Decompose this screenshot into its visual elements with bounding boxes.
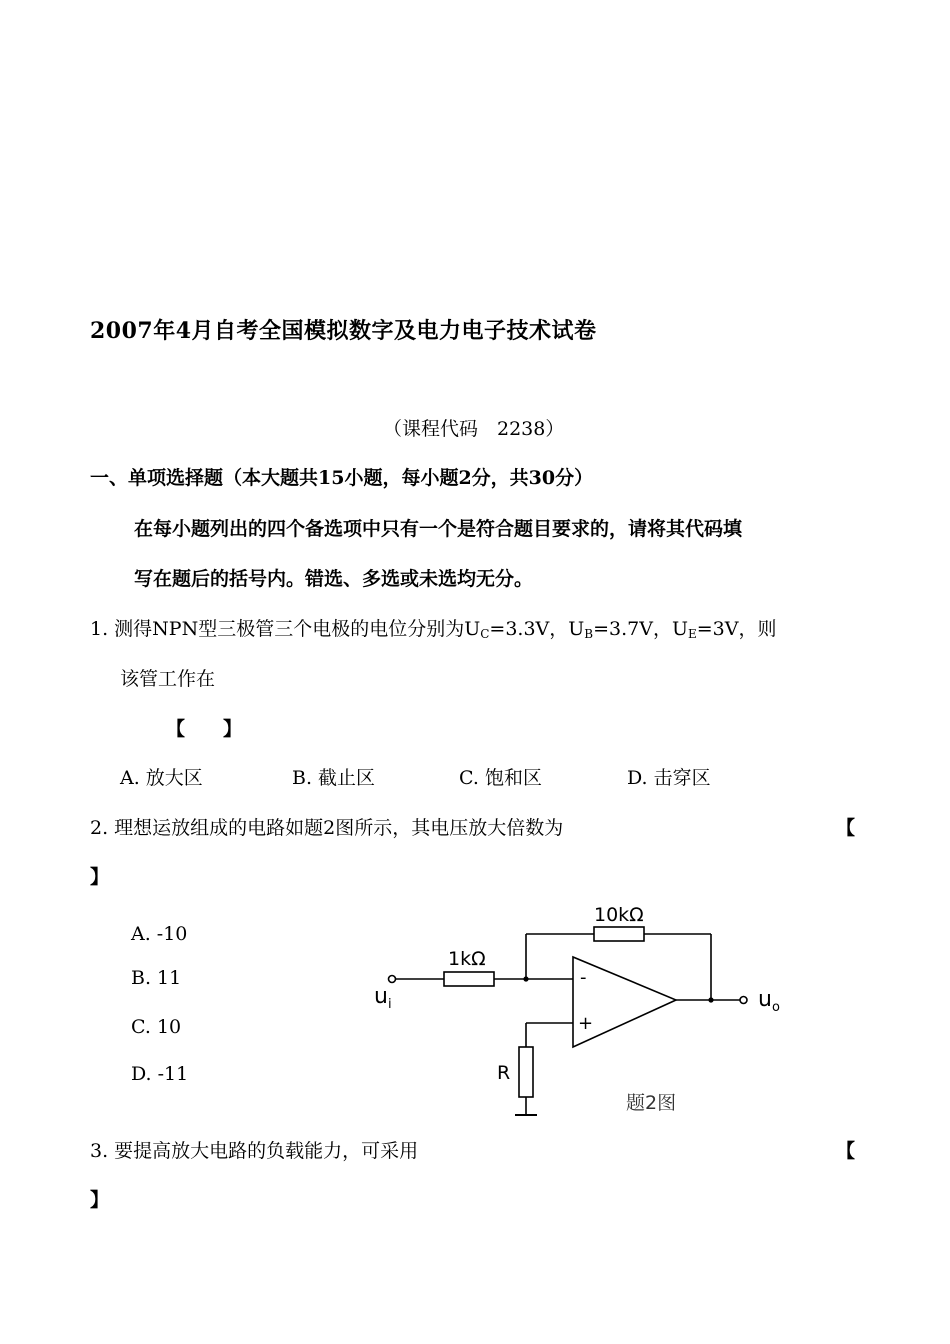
output-terminal: [740, 997, 747, 1004]
inverting-input-sign: -: [580, 967, 587, 988]
junction-dot: [708, 997, 713, 1002]
input-terminal: [389, 976, 396, 983]
q1-option-c: C. 饱和区: [459, 767, 542, 789]
q1-answer-bracket: 【 】: [166, 718, 243, 740]
input-resistor-label: 1kΩ: [448, 948, 486, 970]
junction-dot: [523, 976, 528, 981]
ground-resistor-label: R: [497, 1062, 511, 1084]
question-1-line-2: 该管工作在: [120, 668, 216, 690]
section-heading: 一、单项选择题（本大题共15小题，每小题2分，共30分）: [90, 467, 594, 489]
q2-option-d: D. -11: [131, 1063, 189, 1085]
q1-text-mid2: =3.7V，U: [593, 618, 688, 640]
noninverting-input-sign: +: [578, 1013, 594, 1034]
ground-resistor: [519, 1047, 533, 1097]
feedback-resistor-label: 10kΩ: [594, 904, 644, 926]
q3-bracket-open: 【: [836, 1140, 856, 1162]
q1-sub-e: E: [687, 627, 697, 641]
q1-text-suffix: =3V，则: [696, 618, 777, 640]
q1-sub-c: C: [480, 627, 490, 641]
input-resistor: [444, 972, 494, 986]
question-3-text: 3. 要提高放大电路的负载能力，可采用: [90, 1140, 419, 1162]
q2-option-c: C. 10: [131, 1016, 182, 1038]
instruction-line-2: 写在题后的括号内。错选、多选或未选均无分。: [134, 568, 534, 590]
q1-sub-b: B: [584, 627, 594, 641]
output-voltage-label: $u_o$: [758, 987, 780, 1015]
q1-text-mid1: =3.3V，U: [489, 618, 585, 640]
question-2-text: 2. 理想运放组成的电路如题2图所示，其电压放大倍数为: [90, 817, 564, 839]
q2-bracket-close: 】: [90, 866, 110, 888]
instruction-line-1: 在每小题列出的四个备选项中只有一个是符合题目要求的，请将其代码填: [134, 518, 743, 540]
q1-text-prefix: 1. 测得NPN型三极管三个电极的电位分别为U: [90, 618, 481, 640]
q1-option-b: B. 截止区: [292, 767, 376, 789]
course-code: （课程代码 2238）: [383, 418, 565, 440]
question-1-line-1: [90, 614, 776, 641]
input-voltage-label: $u_i$: [374, 984, 392, 1012]
q2-option-b: B. 11: [131, 967, 182, 989]
q2-option-a: A. -10: [131, 923, 188, 945]
q2-bracket-open: 【: [836, 817, 856, 839]
figure-caption: 题2图: [626, 1092, 677, 1114]
q3-bracket-close: 】: [90, 1189, 110, 1211]
circuit-diagram: [360, 895, 800, 1125]
page-title: 2007年4月自考全国模拟数字及电力电子技术试卷: [90, 318, 597, 344]
q1-option-d: D. 击穿区: [627, 767, 711, 789]
q1-option-a: A. 放大区: [120, 767, 203, 789]
feedback-resistor: [594, 927, 644, 941]
